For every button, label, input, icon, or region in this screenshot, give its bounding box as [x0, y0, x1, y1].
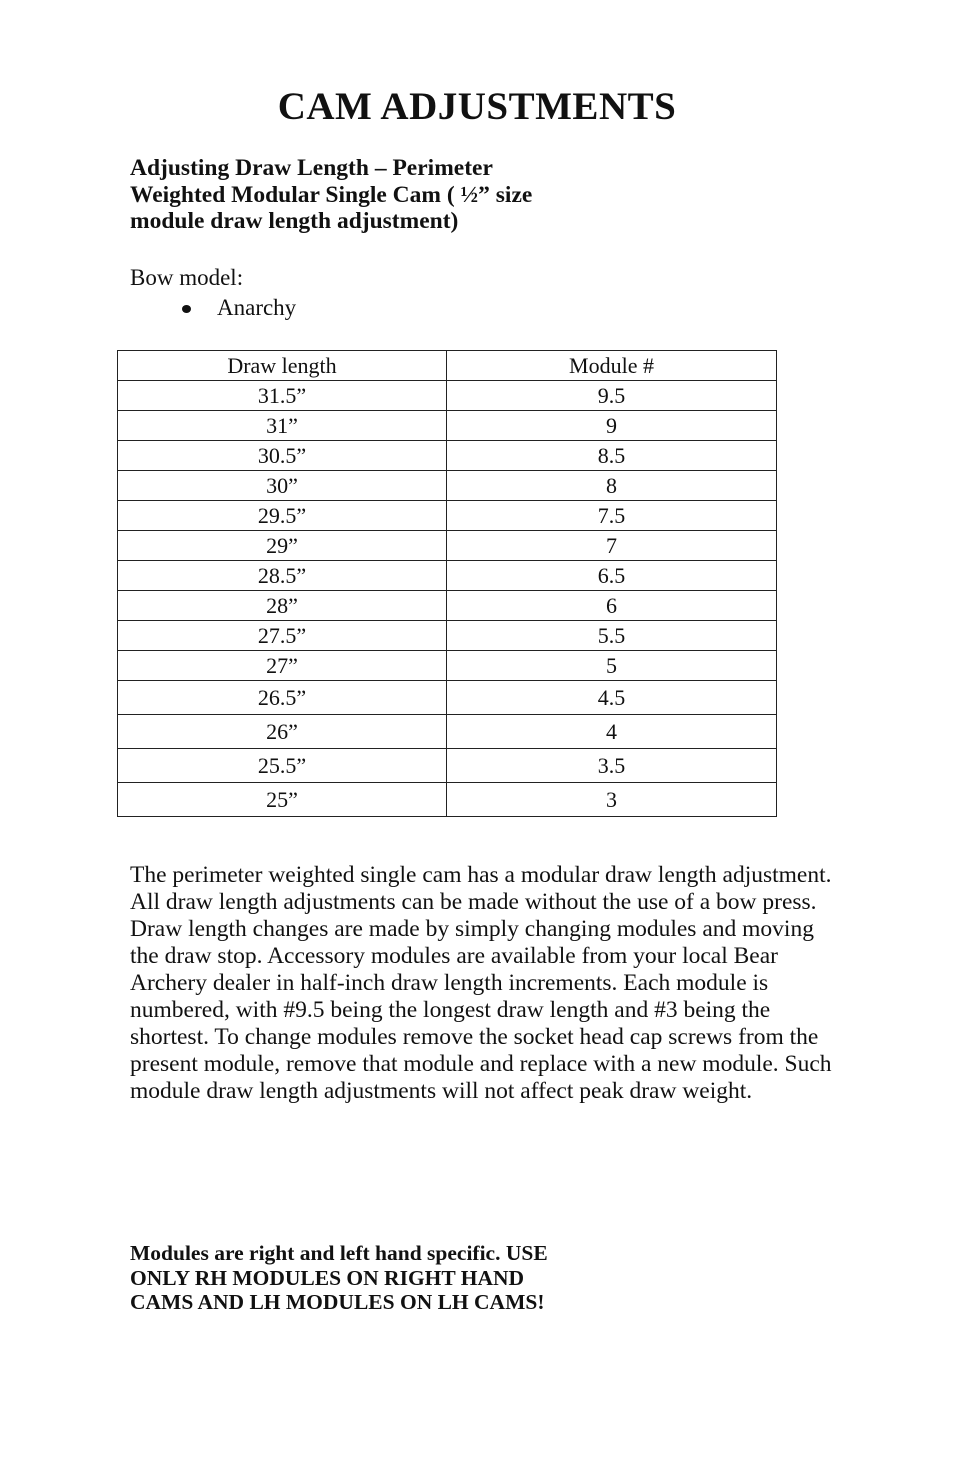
table-header-row: [118, 351, 777, 381]
module-cell: 7: [447, 531, 777, 561]
draw-length-cell: 25.5”: [118, 749, 447, 783]
table-row: [118, 381, 777, 411]
module-cell: 3: [447, 783, 777, 817]
module-cell: 6.5: [447, 561, 777, 591]
module-cell: 8: [447, 471, 777, 501]
table-row: [118, 681, 777, 715]
module-cell: 4: [447, 715, 777, 749]
draw-length-cell: 27”: [118, 651, 447, 681]
table-row: [118, 591, 777, 621]
draw-length-cell: 29”: [118, 531, 447, 561]
warning-text: Modules are right and left hand specific. USE ONLY RH MODULES ON RIGHT HAND CAMS AND LH MODULES ON LH CAMS!: [130, 1241, 548, 1314]
page-title: CAM ADJUSTMENTS: [277, 85, 677, 128]
module-cell: 4.5: [447, 681, 777, 715]
table-row: [118, 651, 777, 681]
table-row: [118, 411, 777, 441]
table-row: [118, 621, 777, 651]
draw-length-cell: 30.5”: [118, 441, 447, 471]
section-heading: Adjusting Draw Length – Perimeter Weighted Modular Single Cam ( ½” size module draw length adjustment): [130, 155, 533, 234]
draw-length-cell: 26”: [118, 715, 447, 749]
table-row: [118, 715, 777, 749]
draw-length-cell: 28.5”: [118, 561, 447, 591]
table-row: [118, 531, 777, 561]
draw-length-cell: 31.5”: [118, 381, 447, 411]
draw-length-cell: 30”: [118, 471, 447, 501]
draw-length-cell: 26.5”: [118, 681, 447, 715]
module-cell: 7.5: [447, 501, 777, 531]
draw-length-cell: 31”: [118, 411, 447, 441]
module-cell: 6: [447, 591, 777, 621]
table-row: [118, 561, 777, 591]
column-header-module: Module #: [447, 351, 777, 381]
draw-length-cell: 27.5”: [118, 621, 447, 651]
module-cell: 3.5: [447, 749, 777, 783]
bow-model-list: [180, 294, 296, 322]
draw-length-table-container: [117, 350, 776, 817]
draw-length-cell: 29.5”: [118, 501, 447, 531]
draw-length-cell: 25”: [118, 783, 447, 817]
table-row: [118, 441, 777, 471]
module-cell: 9: [447, 411, 777, 441]
column-header-draw-length: Draw length: [118, 351, 447, 381]
module-cell: 8.5: [447, 441, 777, 471]
module-cell: 9.5: [447, 381, 777, 411]
body-paragraph: The perimeter weighted single cam has a modular draw length adjustment. All draw length adjustments can be made without the use of a bow press. Draw length changes are made by simply changing modules and moving the draw stop. Accessory modules are available from your local Bear Archery dealer in half-inch draw length increments. Each module is numbered, with #9.5 being the longest draw length and #3 being the shortest. To change modules remove the socket head cap screws from the present module, remove that module and replace with a new module. Such module draw length adjustments will not affect peak draw weight.: [130, 862, 832, 1104]
module-cell: 5.5: [447, 621, 777, 651]
bow-model-name: Anarchy: [217, 295, 297, 320]
list-item: [180, 294, 296, 322]
module-cell: 5: [447, 651, 777, 681]
draw-length-cell: 28”: [118, 591, 447, 621]
table-row: [118, 783, 777, 817]
draw-length-table: [117, 350, 777, 817]
table-row: [118, 749, 777, 783]
bullet-icon: [182, 305, 191, 313]
table-row: [118, 501, 777, 531]
table-row: [118, 471, 777, 501]
bow-model-label: Bow model:: [130, 265, 244, 290]
